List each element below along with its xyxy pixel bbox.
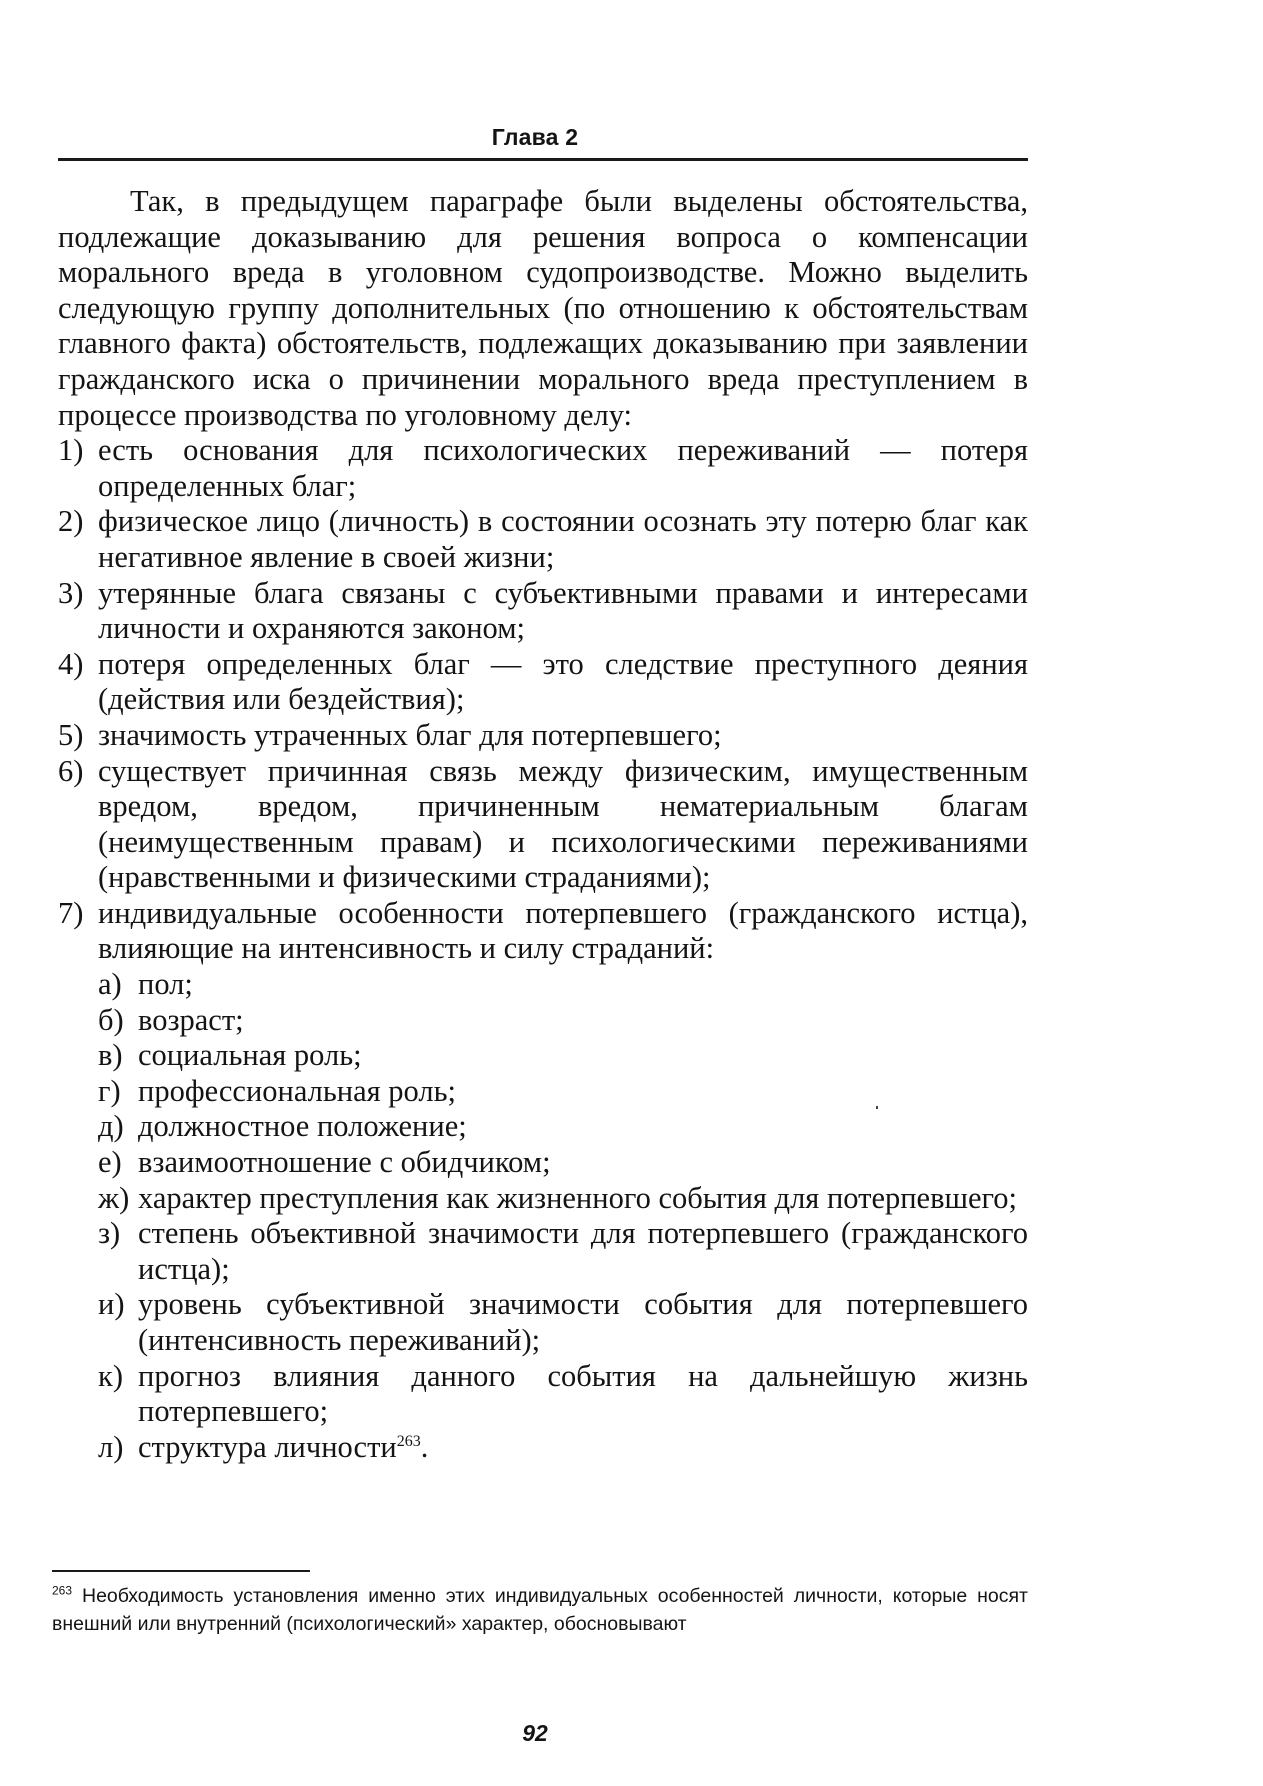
sublist-item <box>98 1430 1028 1466</box>
sublist-item <box>98 1181 1028 1217</box>
sublist-item-letter: к) <box>98 1358 123 1393</box>
sublist-item <box>98 1074 1028 1110</box>
list-item-number: 2) <box>58 504 84 539</box>
sublist-item-text <box>138 1430 1028 1466</box>
running-head: Глава 2 <box>491 124 579 150</box>
numbered-list <box>58 433 1028 967</box>
list-item-text: индивидуальные особенности потерпевшего (гражданского истца), влияющие на интенсивность и силу страданий: <box>98 895 1028 966</box>
sublist-item-text: уровень субъективной значимости события для потерпевшего (интенсивность переживаний); <box>138 1287 1028 1357</box>
sublist-item-text: должностное положение; <box>138 1109 467 1144</box>
list-item-text: физическое лицо (личность) в состоянии осознать эту потерю благ как негативное явление в своей жизни; <box>98 504 1028 574</box>
sublist-item-text: взаимоотношение с обидчиком; <box>138 1145 551 1180</box>
list-item <box>58 718 1028 754</box>
footnote-text: Необходимость установления именно этих индивидуальных особенностей личности, которые носят внешний или внутренний (психологический» характер, обосновывают <box>52 1585 1028 1635</box>
sublist-item <box>98 1216 1028 1287</box>
sublist-item <box>98 1109 1028 1145</box>
sublist-item-letter: ж) <box>98 1180 130 1215</box>
sublist-item <box>98 1287 1028 1358</box>
footnote-rule <box>52 1570 310 1572</box>
sentence-end: . <box>420 1429 429 1464</box>
sublist-item-text: степень объективной значимости для потерпевшего (гражданского истца); <box>138 1216 1028 1286</box>
sublist-item-letter: и) <box>98 1287 125 1322</box>
list-item <box>58 433 1028 504</box>
sublist-item-letter: б) <box>98 1002 124 1037</box>
list-item-number: 7) <box>58 895 84 930</box>
sublist-item-letter: а) <box>98 967 122 1002</box>
sublist-item-letter: г) <box>98 1073 121 1108</box>
sublist-item-letter: з) <box>98 1216 121 1251</box>
lettered-sublist <box>98 967 1028 1465</box>
footnote-reference[interactable]: 263 <box>396 1432 421 1450</box>
intro-paragraph: Так, в предыдущем параграфе были выделены обстоятельства, подлежащие доказыванию для решения вопроса о компенсации морального вреда в уголовном судопроизводстве. Можно выделить следующую группу дополнительных (по отношению к обстоятельствам главного факта) обстоятельств, подлежащих доказыванию при заявлении гражданского иска о причинении морального вреда преступлением в процессе производства по уголовному делу: <box>58 184 1028 432</box>
list-item-number: 1) <box>58 433 84 468</box>
list-item <box>58 504 1028 575</box>
list-item-text: есть основания для психологических переживаний — потеря определенных благ; <box>98 433 1028 503</box>
list-item <box>58 576 1028 647</box>
sublist-item-last-text: структура личности <box>138 1429 397 1464</box>
sublist-item <box>98 1038 1028 1074</box>
sublist-item-text: возраст; <box>138 1002 244 1037</box>
page-number: 92 <box>522 1720 548 1746</box>
list-item-number: 3) <box>58 575 84 610</box>
list-item-number: 5) <box>58 717 84 752</box>
sublist-item-letter: в) <box>98 1038 123 1073</box>
list-item-number: 6) <box>58 753 84 788</box>
sublist-item-text: пол; <box>138 967 193 1002</box>
main-text <box>58 184 1028 1465</box>
list-item-text: утерянные блага связаны с субъективными правами и интересами личности и охраняются законом; <box>98 575 1028 646</box>
list-item-text: потеря определенных благ — это следствие преступного деяния (действия или бездействия); <box>98 646 1028 717</box>
sublist-item-text: характер преступления как жизненного события для потерпевшего; <box>138 1180 1017 1215</box>
print-speck <box>876 1106 878 1109</box>
list-item <box>58 896 1028 967</box>
sublist-item-letter: е) <box>98 1145 122 1180</box>
sublist-item-letter: л) <box>98 1429 124 1464</box>
sublist-item <box>98 1359 1028 1430</box>
list-item-number: 4) <box>58 646 84 681</box>
header-rule <box>58 158 1028 161</box>
list-item <box>58 754 1028 896</box>
list-item-text: значимость утраченных благ для потерпевшего; <box>98 717 722 752</box>
sublist-item-text: прогноз влияния данного события на дальнейшую жизнь потерпевшего; <box>138 1358 1028 1429</box>
sublist-item <box>98 1145 1028 1181</box>
sublist-item <box>98 967 1028 1003</box>
footnote-number: 263 <box>52 1583 73 1598</box>
sublist-item-letter: д) <box>98 1109 124 1144</box>
sublist-item-text: профессиональная роль; <box>138 1073 457 1108</box>
list-item <box>58 647 1028 718</box>
sublist-item <box>98 1003 1028 1039</box>
footnote <box>52 1582 1028 1638</box>
list-item-text: существует причинная связь между физическим, имущественным вредом, вредом, причиненным нематериальным благам (неимущественным правам) и психологическими переживаниями (нравственными и физическими страданиями); <box>98 753 1028 895</box>
sublist-item-text: социальная роль; <box>138 1038 362 1073</box>
